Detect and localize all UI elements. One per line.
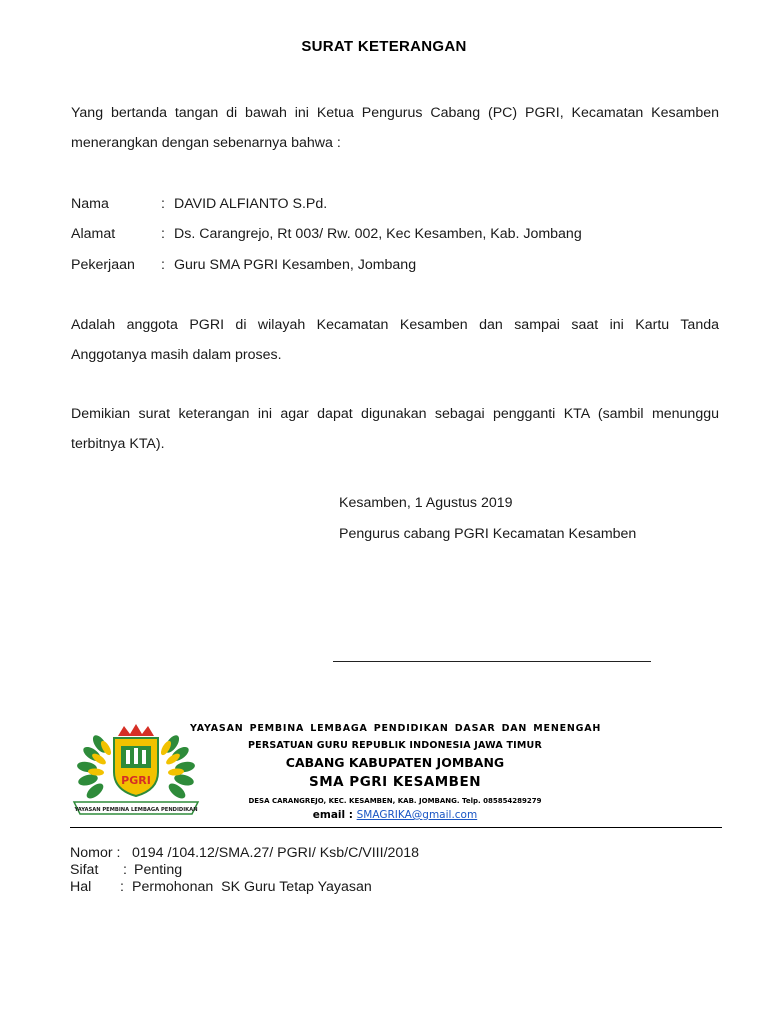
signature-line: [333, 661, 651, 662]
letterhead-rule: [70, 827, 722, 828]
closing-paragraph: [71, 399, 719, 459]
closing-line-1: Demikian surat keterangan ini agar dapat digunakan sebagai pengganti KTA (sambil menunggu: [71, 406, 719, 422]
email-label: email :: [312, 809, 357, 821]
field-label: Pekerjaan: [71, 257, 135, 273]
letterhead-email-row: [190, 809, 600, 821]
letterhead-school: SMA PGRI KESAMBEN: [309, 774, 481, 790]
field-colon: :: [161, 226, 165, 242]
meta-colon: :: [120, 879, 124, 895]
field-value: Ds. Carangrejo, Rt 003/ Rw. 002, Kec Kesamben, Kab. Jombang: [174, 226, 582, 242]
meta-label: Nomor :: [70, 845, 121, 861]
letterhead-association: PERSATUAN GURU REPUBLIK INDONESIA JAWA TIMUR: [248, 740, 542, 751]
field-label: Alamat: [71, 226, 116, 242]
field-value: Guru SMA PGRI Kesamben, Jombang: [174, 257, 417, 273]
signature-title: Pengurus cabang PGRI Kecamatan Kesamben: [339, 526, 637, 542]
membership-line-1: Adalah anggota PGRI di wilayah Kecamatan Kesamben dan sampai saat ini Kartu Tanda: [71, 317, 719, 333]
membership-line-2: Anggotanya masih dalam proses.: [71, 347, 282, 363]
intro-line-1: Yang bertanda tangan di bawah ini Ketua Pengurus Cabang (PC) PGRI, Kecamatan Kesamben: [71, 105, 719, 121]
pgri-logo: [66, 722, 206, 818]
closing-line-2: terbitnya KTA).: [71, 436, 165, 452]
field-value: DAVID ALFIANTO S.Pd.: [174, 196, 328, 212]
letterhead-foundation: YAYASAN PEMBINA LEMBAGA PENDIDIKAN DASAR DAN MENENGAH: [190, 723, 602, 734]
meta-label: Sifat: [70, 862, 99, 878]
membership-paragraph: [71, 310, 719, 370]
document-title: SURAT KETERANGAN: [301, 38, 467, 55]
intro-paragraph: [71, 98, 719, 158]
letterhead-address: DESA CARANGREJO, KEC. KESAMBEN, KAB. JOMBANG. Telp. 085854289279: [248, 797, 542, 805]
signature-place-date: Kesamben, 1 Agustus 2019: [339, 495, 513, 511]
letterhead-branch: CABANG KABUPATEN JOMBANG: [285, 755, 505, 770]
meta-value: Penting: [134, 862, 183, 878]
email-link[interactable]: SMAGRIKA@gmail.com: [356, 809, 478, 821]
meta-value: Permohonan SK Guru Tetap Yayasan: [132, 879, 372, 895]
logo-text: PGRI: [121, 774, 151, 787]
intro-line-2: menerangkan dengan sebenarnya bahwa :: [71, 135, 341, 151]
logo-ribbon-text: YAYASAN PEMBINA LEMBAGA PENDIDIKAN: [74, 807, 198, 813]
field-colon: :: [161, 196, 165, 212]
field-colon: :: [161, 257, 165, 273]
field-label: Nama: [71, 196, 109, 212]
meta-colon: :: [123, 862, 127, 878]
meta-label: Hal: [70, 879, 92, 895]
meta-value: 0194 /104.12/SMA.27/ PGRI/ Ksb/C/VIII/2018: [132, 845, 420, 861]
